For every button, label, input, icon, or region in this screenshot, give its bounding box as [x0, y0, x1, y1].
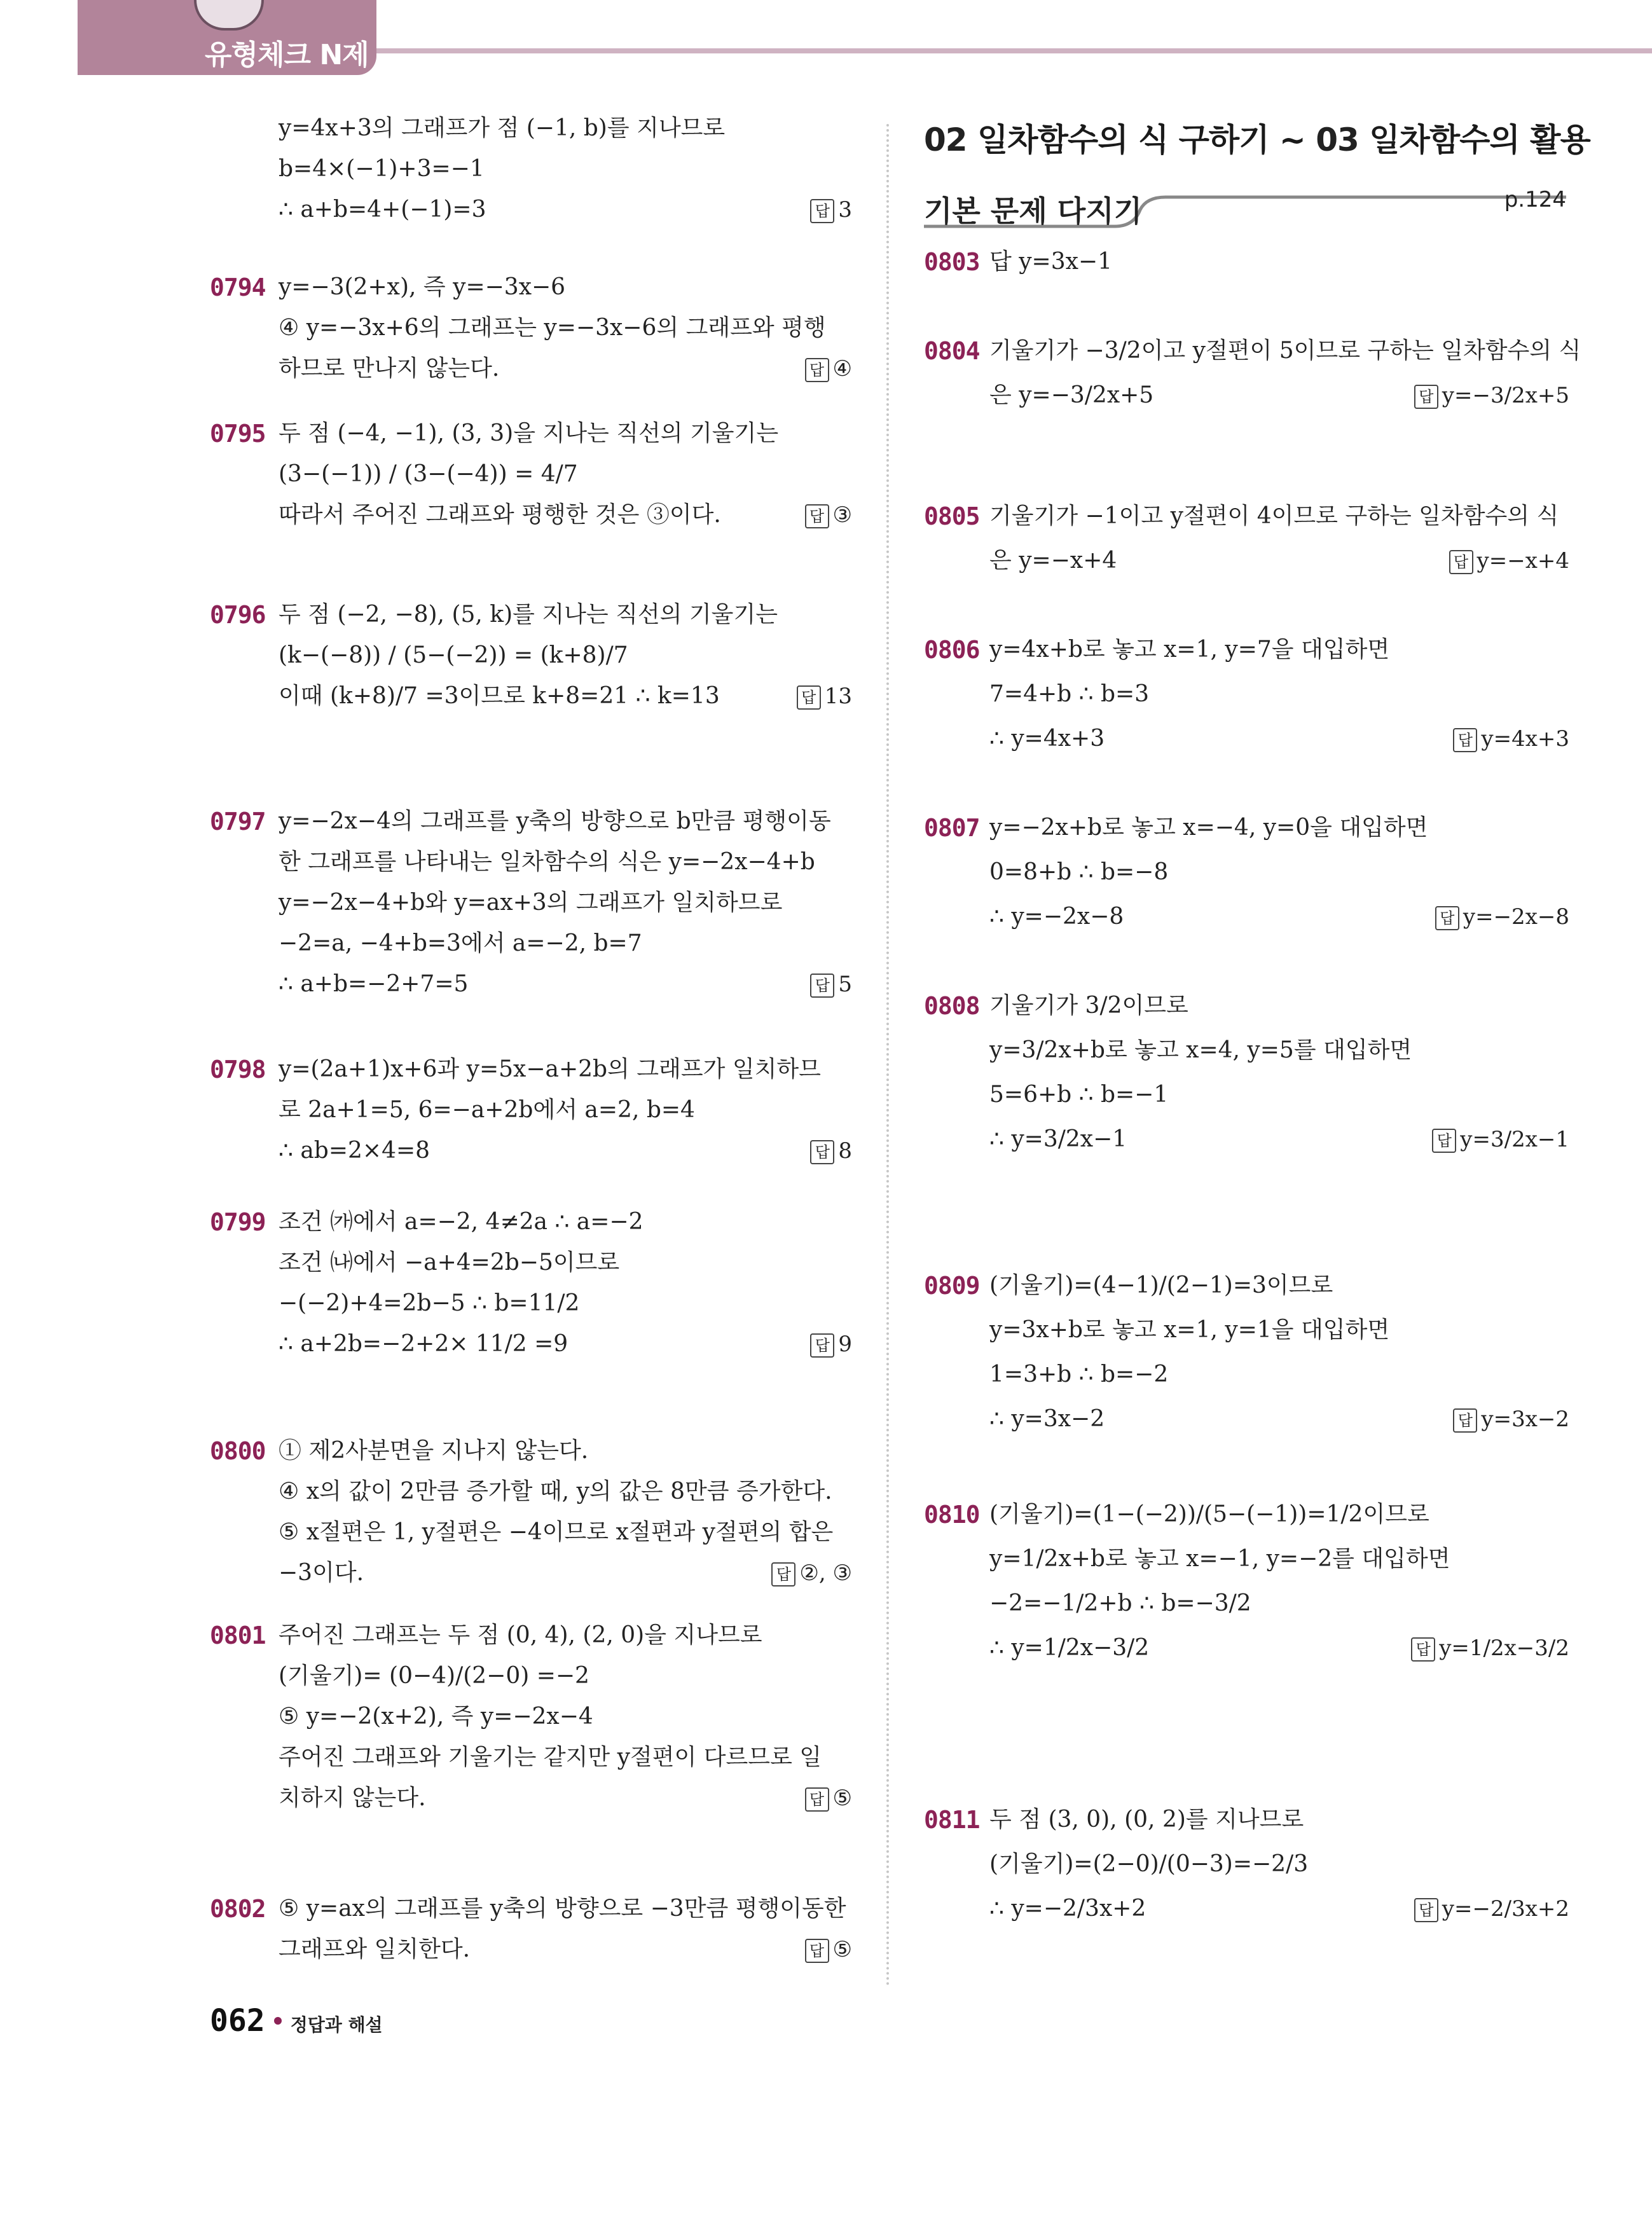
- answer-mark-icon: 답: [805, 1939, 829, 1963]
- answer-mark-icon: 답: [1435, 906, 1459, 930]
- solution-line: 두 점 (3, 0), (0, 2)를 지나므로: [989, 1807, 1304, 1833]
- answer-value: y=3/2x−1: [1460, 1127, 1569, 1152]
- problem-number: 0808: [924, 992, 980, 1020]
- solution-line: y=4x+b로 놓고 x=1, y=7을 대입하면: [989, 637, 1390, 663]
- answer-value: ④: [832, 356, 852, 382]
- solution-line: 기울기가 −1이고 y절편이 4이므로 구하는 일차함수의 식: [989, 503, 1559, 529]
- solution-line: ∴ y=−2x−8: [989, 904, 1124, 930]
- section-number-2: 03: [1316, 121, 1359, 158]
- answer: [771, 1560, 852, 1586]
- answer: [1432, 1127, 1569, 1153]
- answer-mark-icon: 답: [1411, 1637, 1435, 1662]
- solution-line: y=3/2x+b로 놓고 x=4, y=5를 대입하면: [989, 1037, 1412, 1063]
- answer-mark-icon: 답: [810, 1333, 834, 1358]
- solution-line: ∴ ab=2×4=8: [279, 1138, 430, 1164]
- answer-mark-icon: 답: [805, 1787, 829, 1812]
- solution-line: −2=a, −4+b=3에서 a=−2, b=7: [279, 930, 642, 956]
- answer-mark-icon: 답: [797, 685, 821, 710]
- problem-number: 0806: [924, 636, 980, 664]
- problem-number: 0805: [924, 502, 980, 530]
- solution-line: (기울기)= (0−4)/(2−0) =−2: [279, 1663, 589, 1689]
- section-number-1: 02: [924, 121, 967, 158]
- solution-line: 기울기가 3/2이므로: [989, 993, 1188, 1019]
- answer: [810, 972, 852, 998]
- problem-number: 0809: [924, 1272, 980, 1300]
- solution-line: 두 점 (−2, −8), (5, k)를 지나는 직선의 기울기는: [279, 602, 778, 628]
- page-footer: [210, 2003, 383, 2039]
- problem-number: 0810: [924, 1501, 980, 1529]
- answer-mark-icon: 답: [1414, 1898, 1438, 1922]
- solution-line: (k−(−8)) / (5−(−2)) = (k+8)/7: [279, 642, 628, 668]
- page-number: 062: [210, 2003, 265, 2039]
- solution-line: (기울기)=(1−(−2))/(5−(−1))=1/2이므로: [989, 1501, 1429, 1527]
- answer-value: ②, ③: [799, 1560, 852, 1586]
- solution-line: ∴ a+2b=−2+2× 11/2 =9: [279, 1331, 568, 1357]
- problem-number: 0804: [924, 337, 980, 365]
- solution-line: ⑤ x절편은 1, y절편은 −4이므로 x절편과 y절편의 합은: [279, 1519, 834, 1545]
- solution-line: 1=3+b ∴ b=−2: [989, 1361, 1169, 1387]
- solution-line: −3이다.: [279, 1560, 364, 1586]
- header-rule: [376, 48, 1652, 53]
- solution-line: ∴ a+b=−2+7=5: [279, 971, 469, 997]
- column-divider: [886, 124, 889, 1987]
- solution-line: ∴ y=1/2x−3/2: [989, 1635, 1150, 1661]
- section-title-1: 일차함수의 식 구하기 ~: [967, 121, 1316, 158]
- solution-line: ∴ y=4x+3: [989, 726, 1105, 752]
- solution-line: y=1/2x+b로 놓고 x=−1, y=−2를 대입하면: [989, 1546, 1450, 1572]
- answer-value: ③: [832, 502, 852, 528]
- solution-line: y=−3(2+x), 즉 y=−3x−6: [279, 274, 566, 300]
- answer-value: ⑤: [832, 1937, 852, 1962]
- solution-line: ∴ y=−2/3x+2: [989, 1896, 1146, 1922]
- solution-line: 주어진 그래프는 두 점 (0, 4), (2, 0)을 지나므로: [279, 1622, 762, 1648]
- answer: [1453, 1407, 1569, 1433]
- answer-value: 3: [838, 197, 852, 223]
- answer-value: 5: [838, 972, 852, 997]
- solution-line: 주어진 그래프와 기울기는 같지만 y절편이 다르므로 일: [279, 1744, 822, 1770]
- subsection-label: 기본 문제 다지기: [924, 194, 1143, 228]
- subsection-header: [924, 178, 1566, 229]
- section-title: [924, 114, 1590, 160]
- answer-mark-icon: 답: [805, 358, 829, 382]
- footer-label: 정답과 해설: [290, 2014, 383, 2035]
- answer-mark-icon: 답: [1449, 550, 1473, 574]
- answer-value: y=−2x−8: [1463, 904, 1569, 930]
- solution-line: 은 y=−3/2x+5: [989, 382, 1154, 408]
- answer-mark-icon: 답: [771, 1562, 795, 1586]
- answer: [1411, 1635, 1569, 1662]
- solution-line: ① 제2사분면을 지나지 않는다.: [279, 1438, 589, 1464]
- answer: [1414, 383, 1569, 409]
- problem-number: 0799: [210, 1208, 266, 1236]
- problem-number: 0796: [210, 601, 266, 629]
- answer: [805, 1786, 852, 1812]
- solution-line: y=−2x−4의 그래프를 y축의 방향으로 b만큼 평행이동: [279, 808, 831, 834]
- answer: [805, 1937, 852, 1963]
- solution-line: y=−2x−4+b와 y=ax+3의 그래프가 일치하므로: [279, 890, 783, 916]
- solution-line: −(−2)+4=2b−5 ∴ b=11/2: [279, 1290, 580, 1316]
- answer-mark-icon: 답: [1414, 385, 1438, 409]
- page-reference: p.124: [1504, 187, 1566, 212]
- problem-number: 0802: [210, 1895, 266, 1923]
- answer-value: 13: [824, 684, 852, 709]
- answer-value: y=−3/2x+5: [1442, 383, 1569, 408]
- answer: [805, 502, 852, 528]
- answer: [1435, 904, 1569, 930]
- answer: [805, 356, 852, 382]
- solution-line: 두 점 (−4, −1), (3, 3)을 지나는 직선의 기울기는: [279, 420, 779, 446]
- solution-line: 7=4+b ∴ b=3: [989, 681, 1150, 707]
- problem-number: 0797: [210, 808, 266, 836]
- answer-value: y=−2/3x+2: [1442, 1896, 1569, 1922]
- solution-line: y=3x+b로 놓고 x=1, y=1을 대입하면: [989, 1317, 1390, 1343]
- problem-number: 0811: [924, 1806, 980, 1834]
- answer-mark-icon: 답: [1453, 728, 1477, 752]
- solution-line: 은 y=−x+4: [989, 547, 1117, 574]
- solution-line: 0=8+b ∴ b=−8: [989, 859, 1169, 885]
- solution-line: ④ x의 값이 2만큼 증가할 때, y의 값은 8만큼 증가한다.: [279, 1478, 832, 1504]
- solution-line: ∴ y=3/2x−1: [989, 1126, 1127, 1152]
- problem-number: 0801: [210, 1621, 266, 1649]
- answer: [810, 197, 852, 223]
- solution-line: −2=−1/2+b ∴ b=−3/2: [989, 1590, 1251, 1616]
- answer-mark-icon: 답: [810, 1140, 834, 1164]
- solution-line: 5=6+b ∴ b=−1: [989, 1082, 1169, 1108]
- problem-number: 0798: [210, 1056, 266, 1084]
- solution-line: b=4×(−1)+3=−1: [279, 156, 485, 182]
- answer-value: ⑤: [832, 1786, 852, 1811]
- problem-number: 0794: [210, 273, 266, 301]
- answer-value: y=4x+3: [1481, 726, 1569, 752]
- solution-line: 조건 ㈎에서 a=−2, 4≠2a ∴ a=−2: [279, 1209, 644, 1235]
- solution-line: 이때 (k+8)/7 =3이므로 k+8=21 ∴ k=13: [279, 683, 720, 709]
- solution-line: (기울기)=(2−0)/(0−3)=−2/3: [989, 1851, 1309, 1877]
- solution-line: ④ y=−3x+6의 그래프는 y=−3x−6의 그래프와 평행: [279, 315, 826, 341]
- answer-mark-icon: 답: [1453, 1408, 1477, 1433]
- answer-value: 8: [838, 1138, 852, 1164]
- solution-line: 따라서 주어진 그래프와 평행한 것은 ③이다.: [279, 502, 721, 528]
- solution-line: 치하지 않는다.: [279, 1785, 426, 1811]
- solution-line: (기울기)=(4−1)/(2−1)=3이므로: [989, 1272, 1333, 1298]
- solution-line: y=(2a+1)x+6과 y=5x−a+2b의 그래프가 일치하므: [279, 1056, 821, 1082]
- problem-number: 0800: [210, 1437, 266, 1465]
- answer: [1449, 548, 1569, 574]
- solution-line: 그래프와 일치한다.: [279, 1936, 471, 1962]
- answer-mark-icon: 답: [810, 199, 834, 223]
- solution-line: (3−(−1)) / (3−(−4)) = 4/7: [279, 461, 578, 487]
- problem-number: 0803: [924, 248, 980, 276]
- answer-mark-icon: 답: [805, 504, 829, 528]
- answer-value: y=3x−2: [1481, 1407, 1569, 1432]
- answer-mark-icon: 답: [810, 974, 834, 998]
- solution-line: 답 y=3x−1: [989, 249, 1112, 275]
- answer: [810, 1332, 852, 1358]
- answer-value: y=−x+4: [1476, 548, 1569, 574]
- solution-line: ∴ y=3x−2: [989, 1406, 1105, 1432]
- solution-line: y=4x+3의 그래프가 점 (−1, b)를 지나므로: [279, 115, 726, 141]
- answer: [1453, 726, 1569, 752]
- problem-number: 0807: [924, 814, 980, 842]
- solution-line: 한 그래프를 나타내는 일차함수의 식은 y=−2x−4+b: [279, 849, 815, 875]
- solution-line: 조건 ㈏에서 −a+4=2b−5이므로: [279, 1249, 620, 1276]
- answer-value: y=1/2x−3/2: [1439, 1635, 1569, 1661]
- solution-line: 로 2a+1=5, 6=−a+2b에서 a=2, b=4: [279, 1097, 695, 1123]
- solution-line: y=−2x+b로 놓고 x=−4, y=0을 대입하면: [989, 815, 1428, 841]
- solution-line: ⑤ y=ax의 그래프를 y축의 방향으로 −3만큼 평행이동한: [279, 1896, 846, 1922]
- solution-line: ∴ a+b=4+(−1)=3: [279, 196, 486, 223]
- answer: [797, 684, 852, 710]
- solution-line: 기울기가 −3/2이고 y절편이 5이므로 구하는 일차함수의 식: [989, 338, 1581, 364]
- problem-number: 0795: [210, 420, 266, 448]
- solution-line: ⑤ y=−2(x+2), 즉 y=−2x−4: [279, 1703, 593, 1730]
- answer-mark-icon: 답: [1432, 1129, 1456, 1153]
- section-title-2: 일차함수의 활용: [1358, 121, 1590, 158]
- footer-dot-icon: [274, 2017, 282, 2025]
- answer-value: 9: [838, 1332, 852, 1357]
- solution-line: 하므로 만나지 않는다.: [279, 355, 500, 382]
- header-tab-label: 유형체크 N제: [205, 39, 369, 71]
- answer: [1414, 1896, 1569, 1922]
- answer: [810, 1138, 852, 1164]
